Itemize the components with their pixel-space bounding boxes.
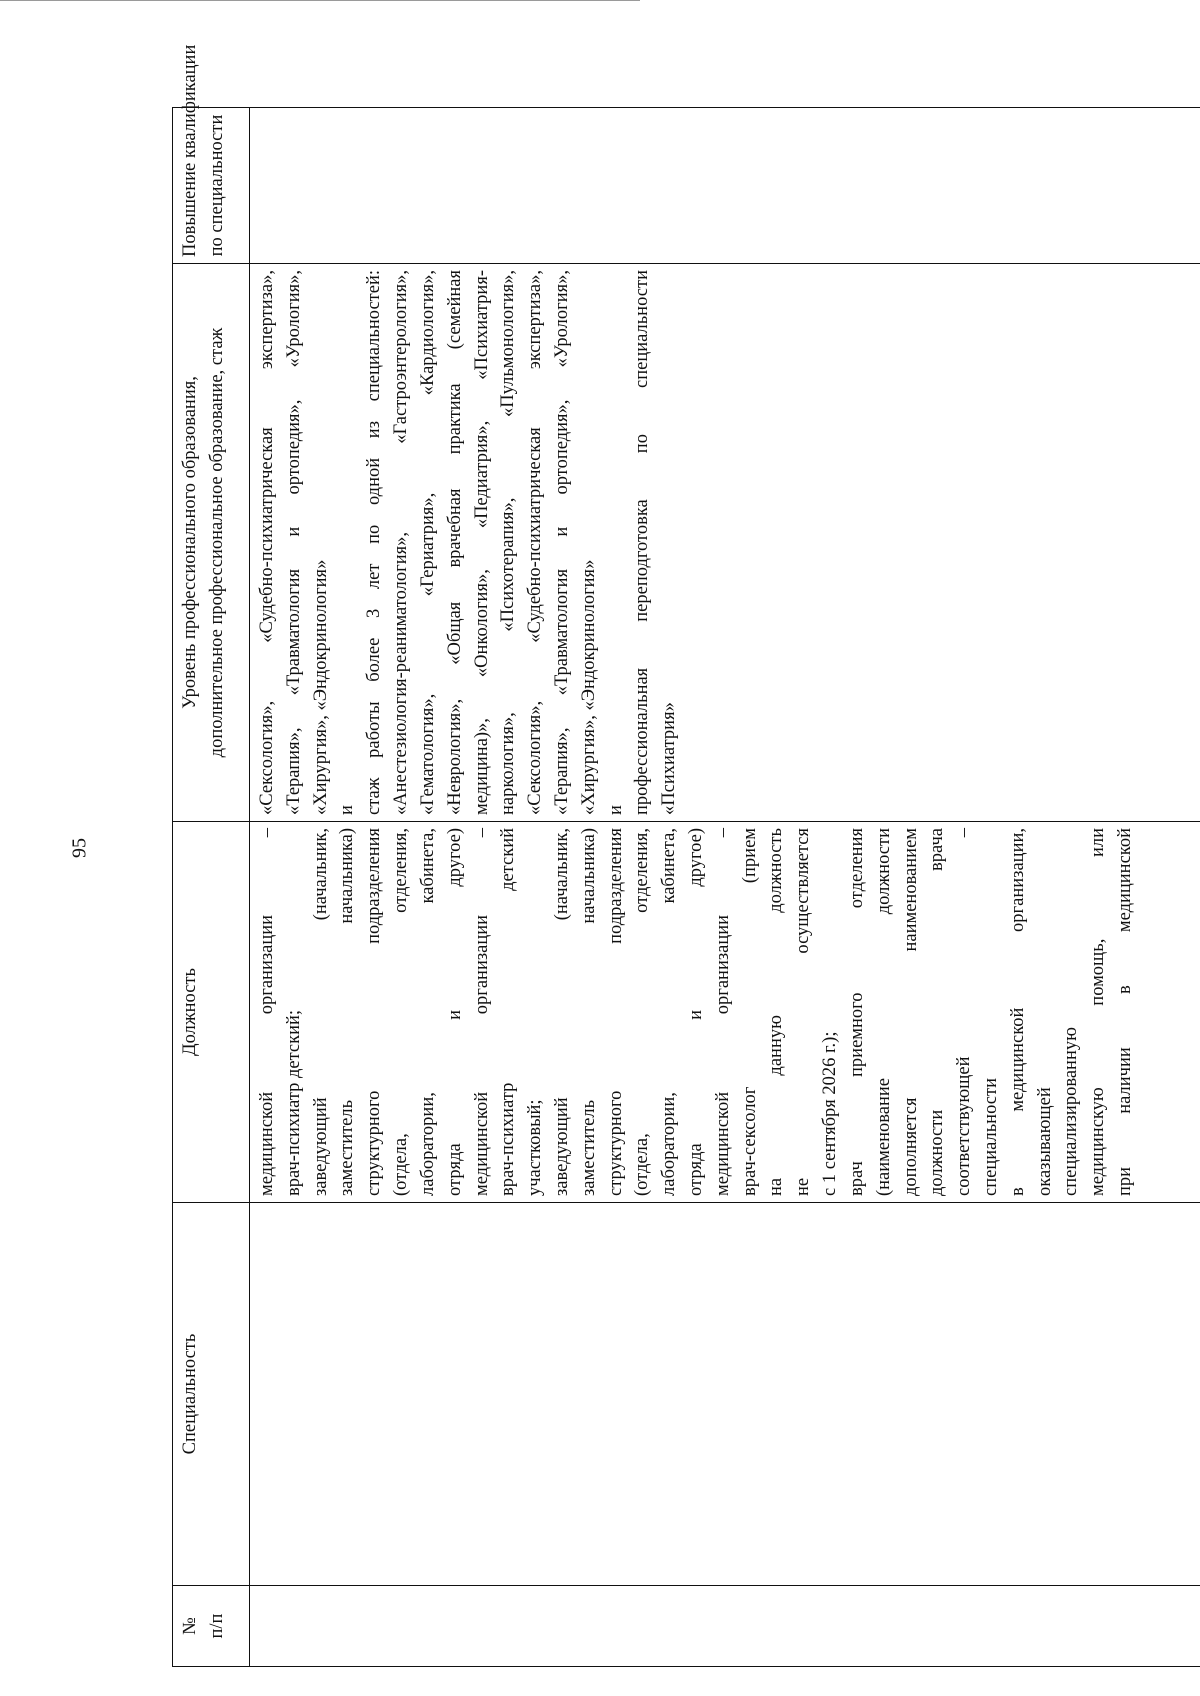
position-line: медицинской организации – [257,828,277,1196]
position-line: при наличии в медицинской [1115,828,1135,1196]
position-line: оказывающей [1034,1087,1055,1196]
position-line: дополняется наименованием [900,828,921,1196]
position-line: соответствующей – [954,828,975,1196]
position-line: не осуществляется [793,828,814,1196]
position-line: структурного подразделения [605,828,626,1196]
education-line: «Гематология», «Гериатрия», «Кардиология», [417,270,438,815]
header-specialty: Специальность [173,1203,250,1586]
header-education-line-2: дополнительное профессиональное образование, стаж [206,327,227,758]
education-line: «Хирургия», «Эндокринология» [310,559,331,815]
position-line: с 1 сентября 2026 г.); [820,1031,841,1196]
education-line: «Неврология», «Общая врачебная практика (семейная [444,270,465,815]
position-line: на данную должность [766,828,787,1196]
education-line: «Сексология», «Судебно-психиатрическая экспертиза», [525,270,546,815]
education-line: наркология», «Психотерапия», «Пульмонология», [498,270,519,815]
header-education [173,264,250,822]
rotated-table-container [172,44,1200,1667]
education-line: и [605,805,626,815]
position-line: (отдела, отделения, [632,828,653,1196]
header-position: Должность [173,822,250,1203]
cell-position [250,822,1200,1203]
education-line: стаж работы более 3 лет по одной из специальностей: [364,270,385,815]
cell-education [250,264,1200,822]
position-line: лаборатории, кабинета, [659,828,680,1196]
education-line: «Анестезиология-реаниматология», «Гастроэнтерология», [391,270,412,815]
page-number: 95 [68,838,91,858]
education-line: «Хирургия», «Эндокринология» [578,559,599,815]
position-line: лаборатории, кабинета, [417,828,438,1196]
header-num-line-1: № [180,1617,200,1635]
position-line: врач-психиатр детский; [283,1009,304,1196]
table-row [250,108,1200,1667]
cell-specialty [250,1203,1200,1586]
header-num-line-2: п/п [206,1613,227,1639]
education-line: профессиональная переподготовка по специальности [632,270,653,815]
qualification-table [172,44,1200,1667]
scan-edge-line [0,0,640,1]
header-qualification [173,44,250,264]
position-line: отряда и другое) [686,828,706,1196]
header-qualification-line-2: по специальности [206,114,227,257]
education-line: и [337,805,358,815]
position-line: участковый; [525,1099,546,1196]
position-line: должности врача [927,828,948,1196]
position-line: врач-психиатр детский [498,828,519,1196]
position-line: в медицинской организации, [1007,828,1028,1196]
position-line: (наименование должности [873,828,894,1196]
position-line: заместитель начальника) [578,828,599,1196]
position-line: врач приемного отделения [846,828,867,1196]
header-education-line-1: Уровень профессионального образования, [180,376,200,709]
cell-num [250,1586,1200,1667]
header-num [173,1586,250,1667]
position-line: врач-сексолог (прием [739,828,760,1196]
table-header-row [173,108,250,1667]
education-line: медицина)», «Онкология», «Педиатрия», «Психиатрия- [471,270,492,815]
position-line: специальности [980,1078,1001,1196]
education-line: «Терапия», «Травматология и ортопедия», «Урология», [551,270,572,815]
position-line: заведующий (начальник, [551,828,572,1196]
position-line: (отдела, отделения, [391,828,412,1196]
cell-qualification [250,108,1200,264]
position-line: отряда и другое) [444,828,465,1196]
position-line: медицинскую помощь, или [1088,828,1109,1196]
education-line: «Сексология», «Судебно-психиатрическая экспертиза», [257,270,277,815]
position-line: медицинской организации – [712,828,733,1196]
position-line: заместитель начальника) [337,828,358,1196]
education-line: «Психиатрия» [659,702,680,815]
position-line: специализированную [1061,1027,1082,1196]
education-line: «Терапия», «Травматология и ортопедия», «Урология», [283,270,304,815]
header-qualification-line-1: Повышение квалификации [180,44,200,257]
position-line: заведующий (начальник, [310,828,331,1196]
position-line: структурного подразделения [364,828,385,1196]
position-line: медицинской организации – [471,828,492,1196]
